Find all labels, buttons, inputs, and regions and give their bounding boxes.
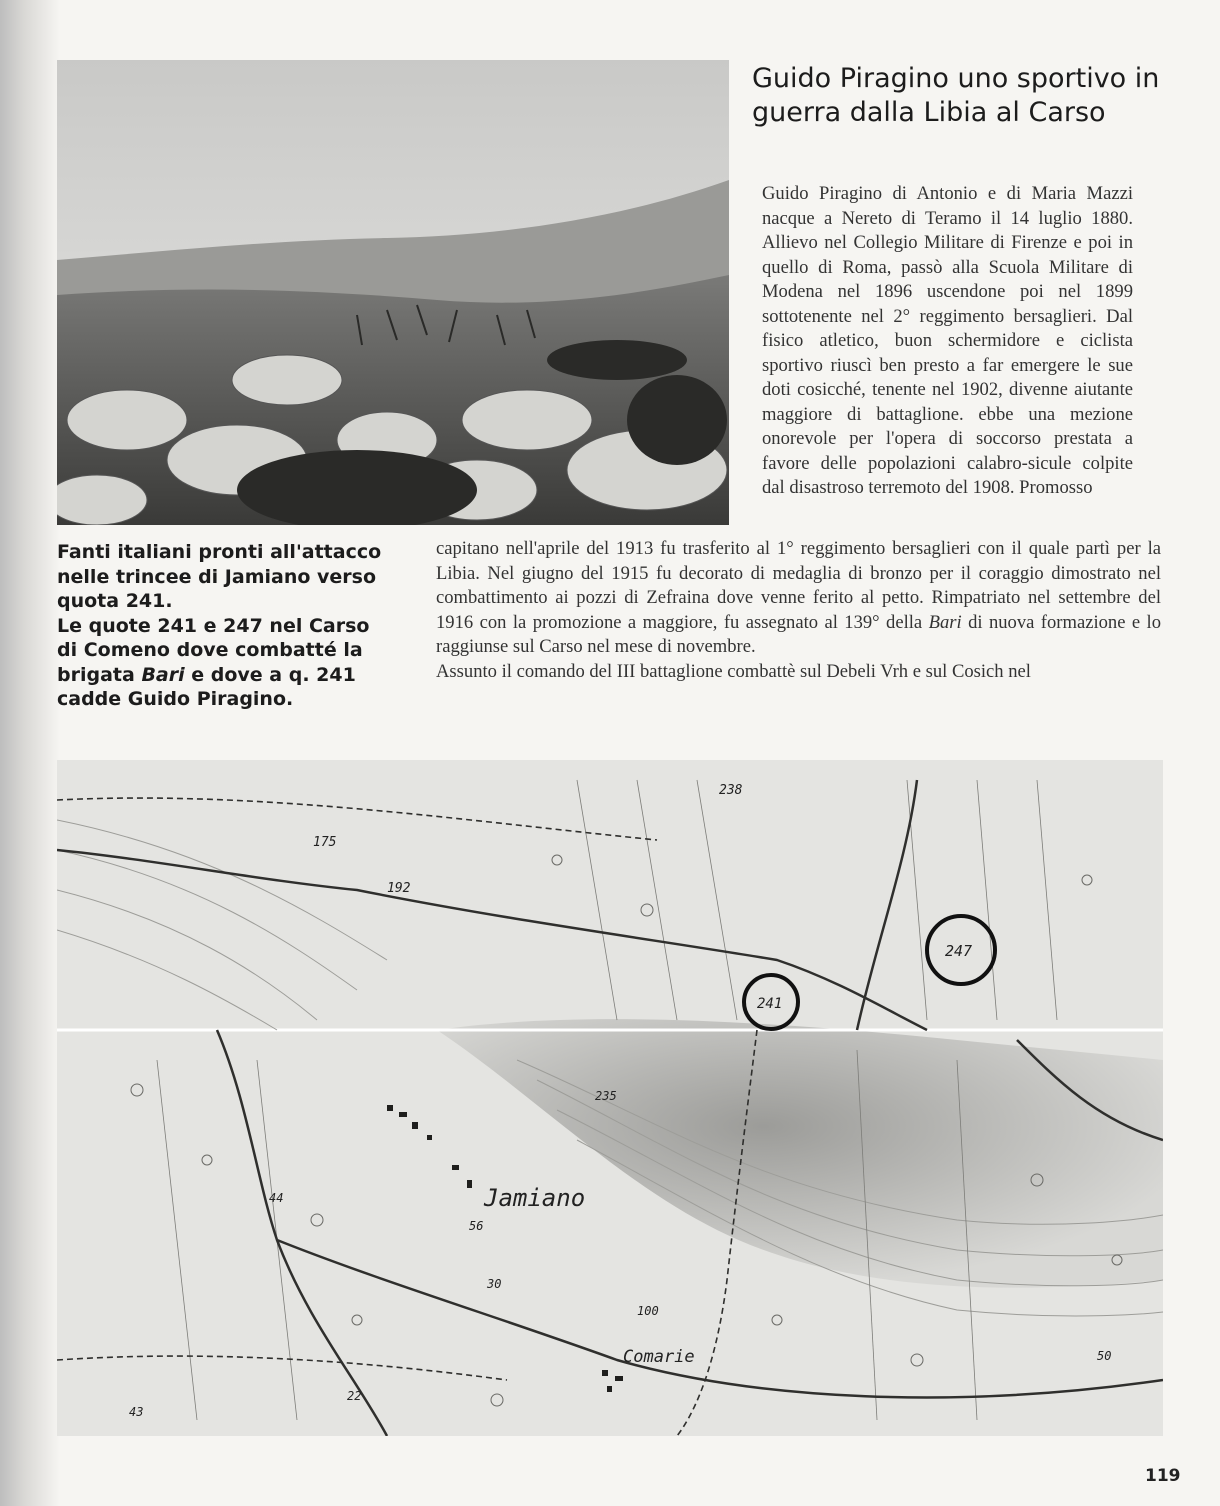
map-label-241: 241 (757, 996, 783, 1012)
paragraph-last-line: Assunto il comando del III battaglione combattè sul Debeli Vrh e sul Cosich nel (436, 660, 1031, 682)
map-label-238: 238 (719, 783, 743, 798)
map-label-100: 100 (637, 1304, 659, 1318)
map-label-235: 235 (595, 1089, 617, 1103)
article-paragraph-intro: Guido Piragino di Antonio e di Maria Mazzi nacque a Nereto di Teramo il 14 luglio 1880. Allievo nel Collegio Militare di Firenze e poi in quello di Roma, passò alla Scuola Militare di Modena nel 1896 uscendone poi nel 1899 sottotenente nel 2° reggimento bersaglieri. Dal fisico atletico, buon schermidore e ciclista sportivo riuscì ben presto a far emergere le sue doti cosicché, tenente nel 1902, divenne aiutante maggiore di battaglione. ebbe una mezione onorevole per l'opera di soccorso prestata a favore delle popolazioni calabro-sicule colpite dal disastroso terremoto del 1908. Promosso (762, 183, 1133, 498)
map-label-43: 43 (129, 1405, 144, 1419)
map-label-50: 50 (1097, 1349, 1112, 1363)
paragraph-full-italic: Bari (928, 611, 962, 633)
caption-line-2-italic: Bari (141, 663, 185, 686)
page-number: 119 (1145, 1466, 1181, 1486)
map-label-30: 30 (487, 1277, 502, 1291)
caption-line-1: Fanti italiani pronti all'attacco nelle trincee di Jamiano verso quota 241. (57, 541, 382, 612)
caption-line-2-pre: Le quote 241 e 247 nel Carso di Comeno dove combatté la brigata (57, 614, 370, 686)
map-label-jamiano: Jamiano (484, 1184, 586, 1212)
article-title: Guido Piragino uno sportivo in guerra dalla Libia al Carso (752, 63, 1160, 128)
article-paragraph-continued (436, 537, 1161, 684)
paragraph-full-text: capitano nell'aprile del 1913 fu trasferito al 1° reggimento bersaglieri con il quale partì per la Libia. Nel giugno del 1915 fu decorato di medaglia di bronzo per il coraggio dimostrato nel combattimento ai pozzi di Zefraina dove venne ferito al petto. Rimpatriato nel settembre del 1916 con la promozione a maggiore, fu assegnato al 139° della (436, 538, 1161, 633)
map-label-247: 247 (945, 942, 973, 960)
map-label-44: 44 (269, 1191, 284, 1205)
page-gutter-shadow (0, 0, 60, 1506)
caption-line-2-post: e dove a q. 241 cadde Guido Piragino. (57, 663, 356, 710)
map-label-comarie: Comarie (623, 1347, 695, 1367)
map-label-22: 22 (347, 1389, 362, 1403)
photo-caption (57, 540, 392, 712)
map-label-56: 56 (469, 1219, 484, 1233)
map-label-175: 175 (313, 835, 337, 850)
paragraph-full-end: di nuova formazione e lo raggiunse sul Carso nel mese di novembre. (436, 611, 1162, 657)
topographic-map (57, 760, 1163, 1436)
map-label-192: 192 (387, 881, 411, 896)
trench-photograph (57, 60, 729, 525)
